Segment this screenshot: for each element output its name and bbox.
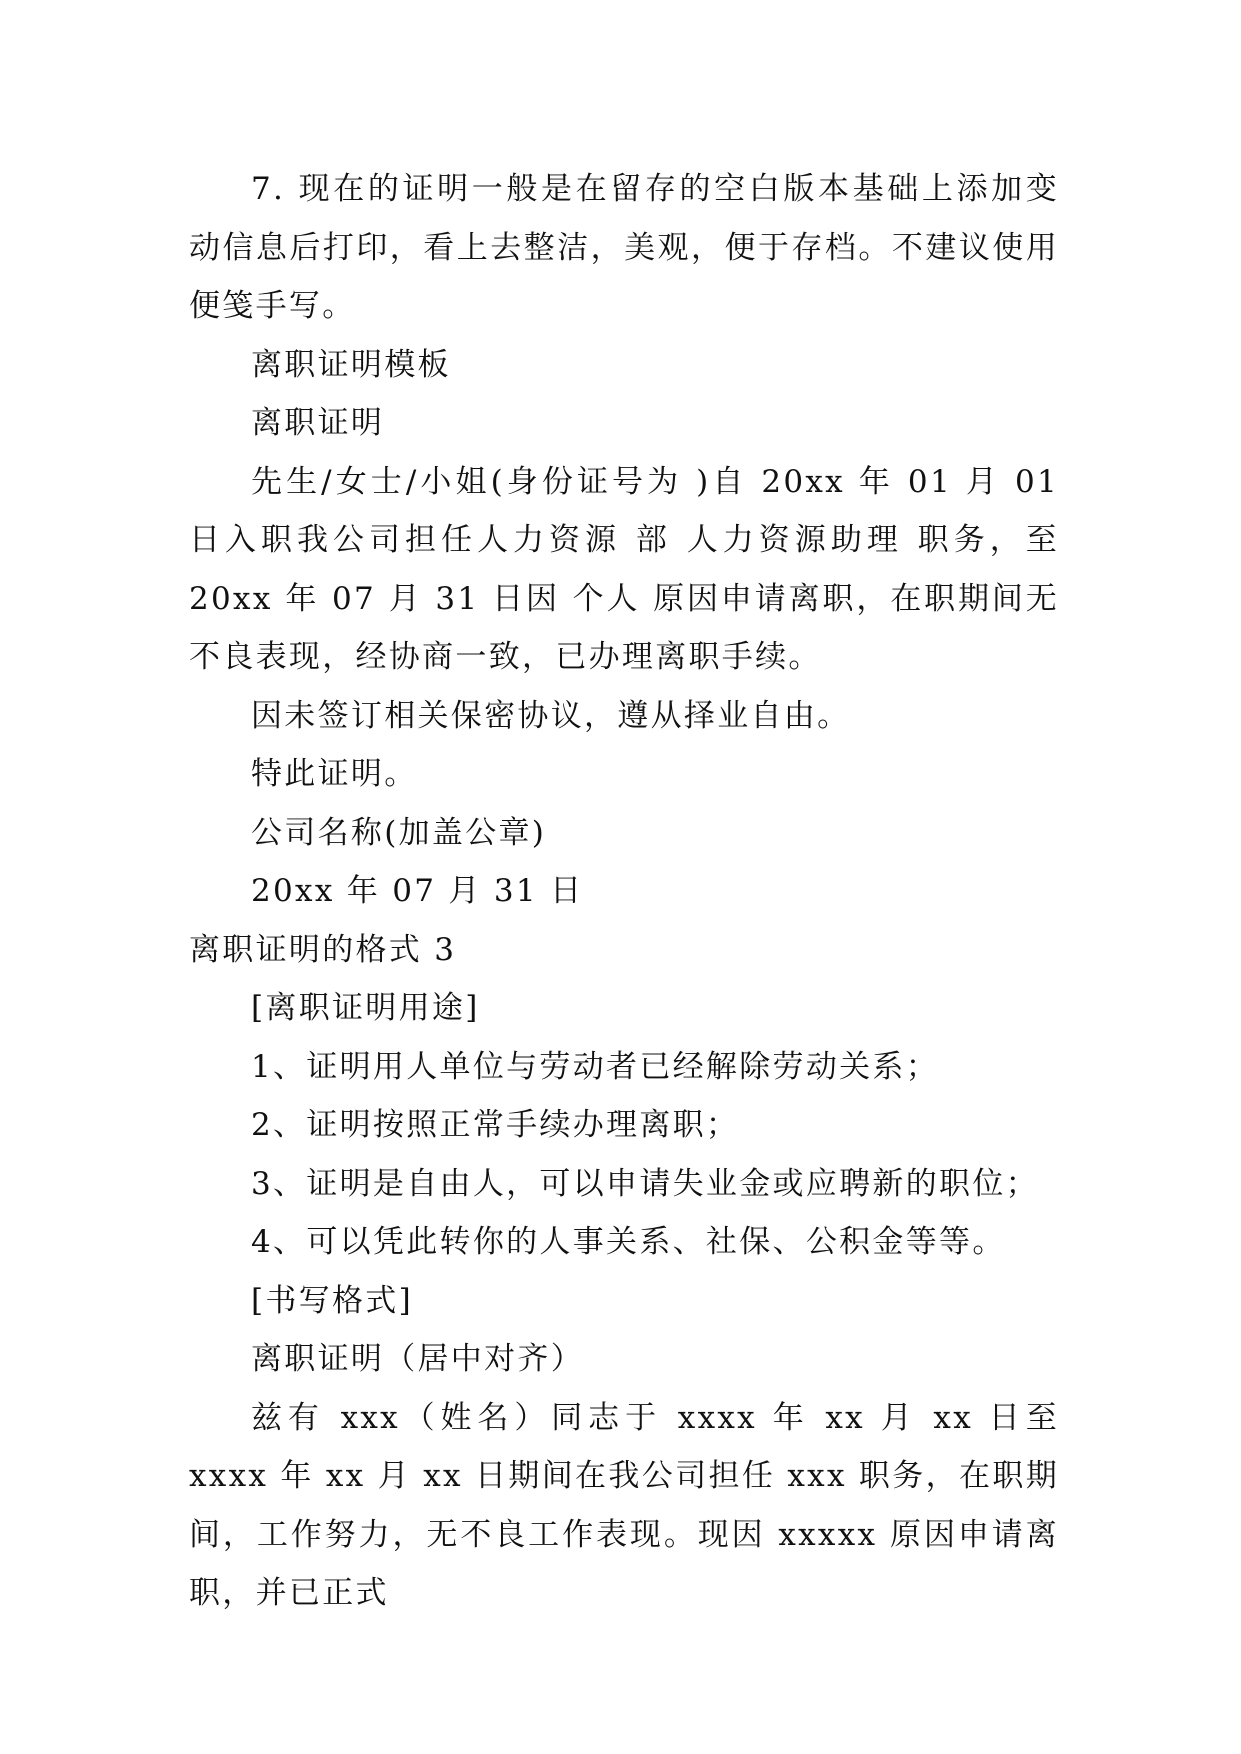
document-body	[189, 160, 1059, 1623]
paragraph-note-7: 7. 现在的证明一般是在留存的空白版本基础上添加变动信息后打印，看上去整洁，美观，便于存档。不建议使用便笺手写。	[189, 171, 1059, 324]
list-item-purpose-2: 2、证明按照正常手续办理离职；	[251, 1107, 740, 1143]
paragraph-certificate-body: 先生/女士/小姐(身份证号为 )自 20xx 年 01 月 01 日入职我公司担任人力资源 部 人力资源助理 职务，至 20xx 年 07 月 31 日因 个人 原因申请离职，在职期间无不良表现，经协商一致，已办理离职手续。	[189, 463, 1059, 675]
paragraph-format-body: 兹有 xxx（姓名）同志于 xxxx 年 xx 月 xx 日至 xxxx 年 xx 月 xx 日期间在我公司担任 xxx 职务，在职期间，工作努力，无不良工作表现。现因 xxxxx 原因申请离职，并已正式	[189, 1399, 1059, 1611]
paragraph-template-heading: 离职证明模板	[251, 346, 451, 383]
list-item-purpose-3: 3、证明是自由人，可以申请失业金或应聘新的职位；	[251, 1165, 1039, 1202]
list-item-purpose-4: 4、可以凭此转你的人事关系、社保、公积金等等。	[251, 1224, 1006, 1260]
paragraph-date: 20xx 年 07 月 31 日	[251, 873, 584, 909]
paragraph-format-title: 离职证明（居中对齐）	[251, 1341, 584, 1377]
paragraph-hereby-certify: 特此证明。	[251, 756, 418, 792]
list-item-purpose-1: 1、证明用人单位与劳动者已经解除劳动关系；	[251, 1048, 940, 1085]
paragraph-writing-format-heading: [书写格式]	[251, 1282, 413, 1319]
paragraph-company-name: 公司名称(加盖公章)	[251, 814, 547, 851]
section-heading-format-3: 离职证明的格式 3	[189, 931, 457, 968]
paragraph-purpose-heading: [离职证明用途]	[251, 990, 480, 1026]
paragraph-confidentiality: 因未签订相关保密协议，遵从择业自由。	[251, 697, 851, 734]
paragraph-certificate-title: 离职证明	[251, 405, 385, 441]
